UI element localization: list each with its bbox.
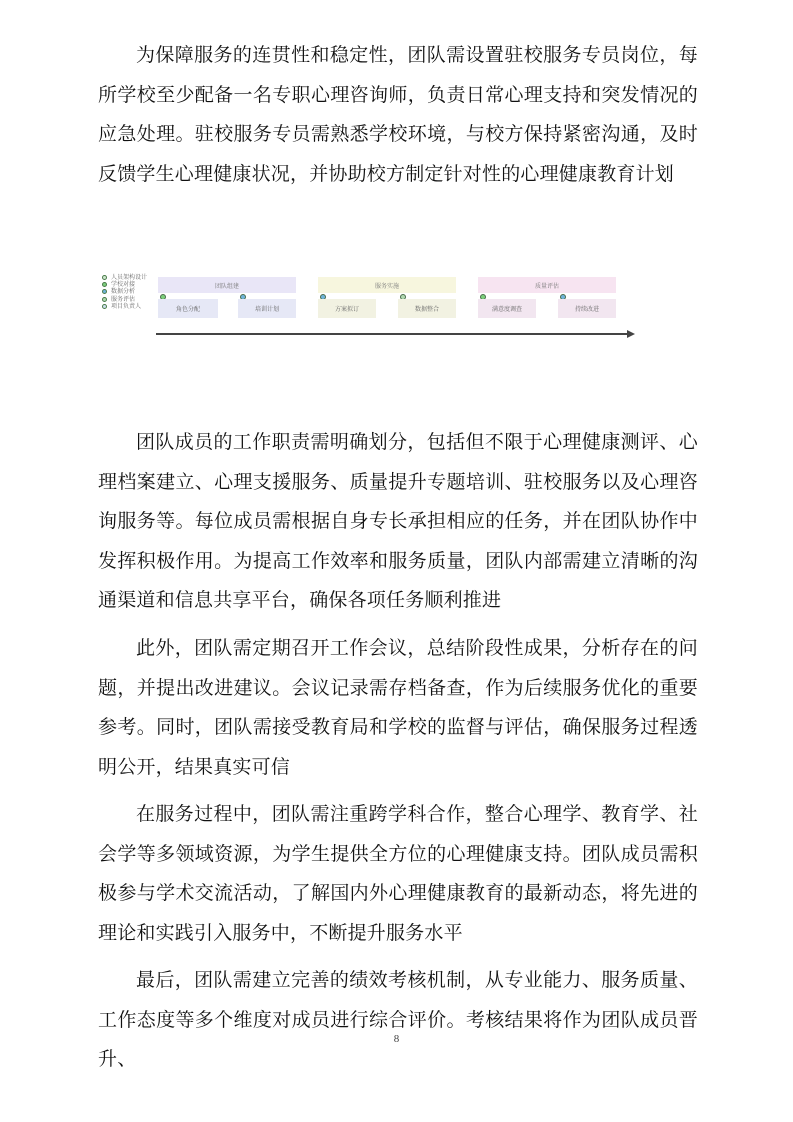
paragraph-collaboration: 在服务过程中，团队需注重跨学科合作，整合心理学、教育学、社会学等多领域资源，为学生提供全方位的心理健康支持。团队成员需积极参与学术交流活动，了解国内外心理健康教育的最新动态，将先进的理论和实践引入服务中，不断提升服务水平 — [98, 803, 698, 944]
task-box: 数据整合 — [398, 299, 456, 318]
legend-item — [102, 288, 147, 295]
paragraph-responsibilities: 团队成员的工作职责需明确划分，包括但不限于心理健康测评、心理档案建立、心理支援服务、质量提升专题培训、驻校服务以及心理咨询服务等。每位成员需根据自身专长承担相应的任务，并在团队协作中发挥积极作用。为提高工作效率和服务质量，团队内部需建立清晰的沟通渠道和信息共享平台，确保各项任务顺利推进 — [98, 431, 698, 612]
task-box: 培训计划 — [238, 299, 296, 318]
legend-dot-icon — [102, 282, 107, 287]
phase-team-building: 团队组建 — [158, 277, 296, 293]
paragraph-service-commissioner: 为保障服务的连贯性和稳定性，团队需设置驻校服务专员岗位，每所学校至少配备一名专职心理咨询师，负责日常心理支持和突发情况的应急处理。驻校服务专员需熟悉学校环境，与校方保持紧密沟通，及时反馈学生心理健康状况，并协助校方制定针对性的心理健康教育计划 — [98, 44, 698, 185]
legend-label: 数据分析 — [111, 288, 136, 296]
paragraph-assessment: 最后，团队需建立完善的绩效考核机制，从专业能力、服务质量、工作态度等多个维度对成员进行综合评价。考核结果将作为团队成员晋升、 — [98, 969, 698, 1071]
task-box: 角色分配 — [158, 299, 218, 318]
legend-item — [102, 296, 147, 303]
phase-quality-assessment: 质量评估 — [478, 277, 616, 293]
phase-service-delivery: 服务实施 — [318, 277, 456, 293]
legend-item — [102, 303, 147, 310]
legend-label: 服务评估 — [111, 295, 136, 303]
task-box: 持续改进 — [558, 299, 616, 318]
task-box: 满意度调查 — [478, 299, 536, 318]
arrow-head-icon — [627, 330, 635, 338]
workflow-diagram — [98, 270, 643, 342]
paragraph-meetings: 此外，团队需定期召开工作会议，总结阶段性成果，分析存在的问题，并提出改进建议。会议记录需存档备查，作为后续服务优化的重要参考。同时，团队需接受教育局和学校的监督与评估，确保服务过程透明公开，结果真实可信 — [98, 637, 698, 778]
legend-dot-icon — [102, 275, 107, 280]
legend-dot-icon — [102, 289, 107, 294]
legend-dot-icon — [102, 297, 107, 302]
legend-label: 学校对接 — [111, 281, 136, 289]
page-number: 8 — [393, 1033, 400, 1045]
diagram-legend — [102, 274, 147, 310]
task-box: 方案拟订 — [318, 299, 376, 318]
legend-dot-icon — [102, 304, 107, 309]
legend-label: 人员架构设计 — [111, 274, 148, 281]
legend-label: 项目负责人 — [111, 302, 142, 310]
timeline-arrow — [156, 333, 628, 335]
